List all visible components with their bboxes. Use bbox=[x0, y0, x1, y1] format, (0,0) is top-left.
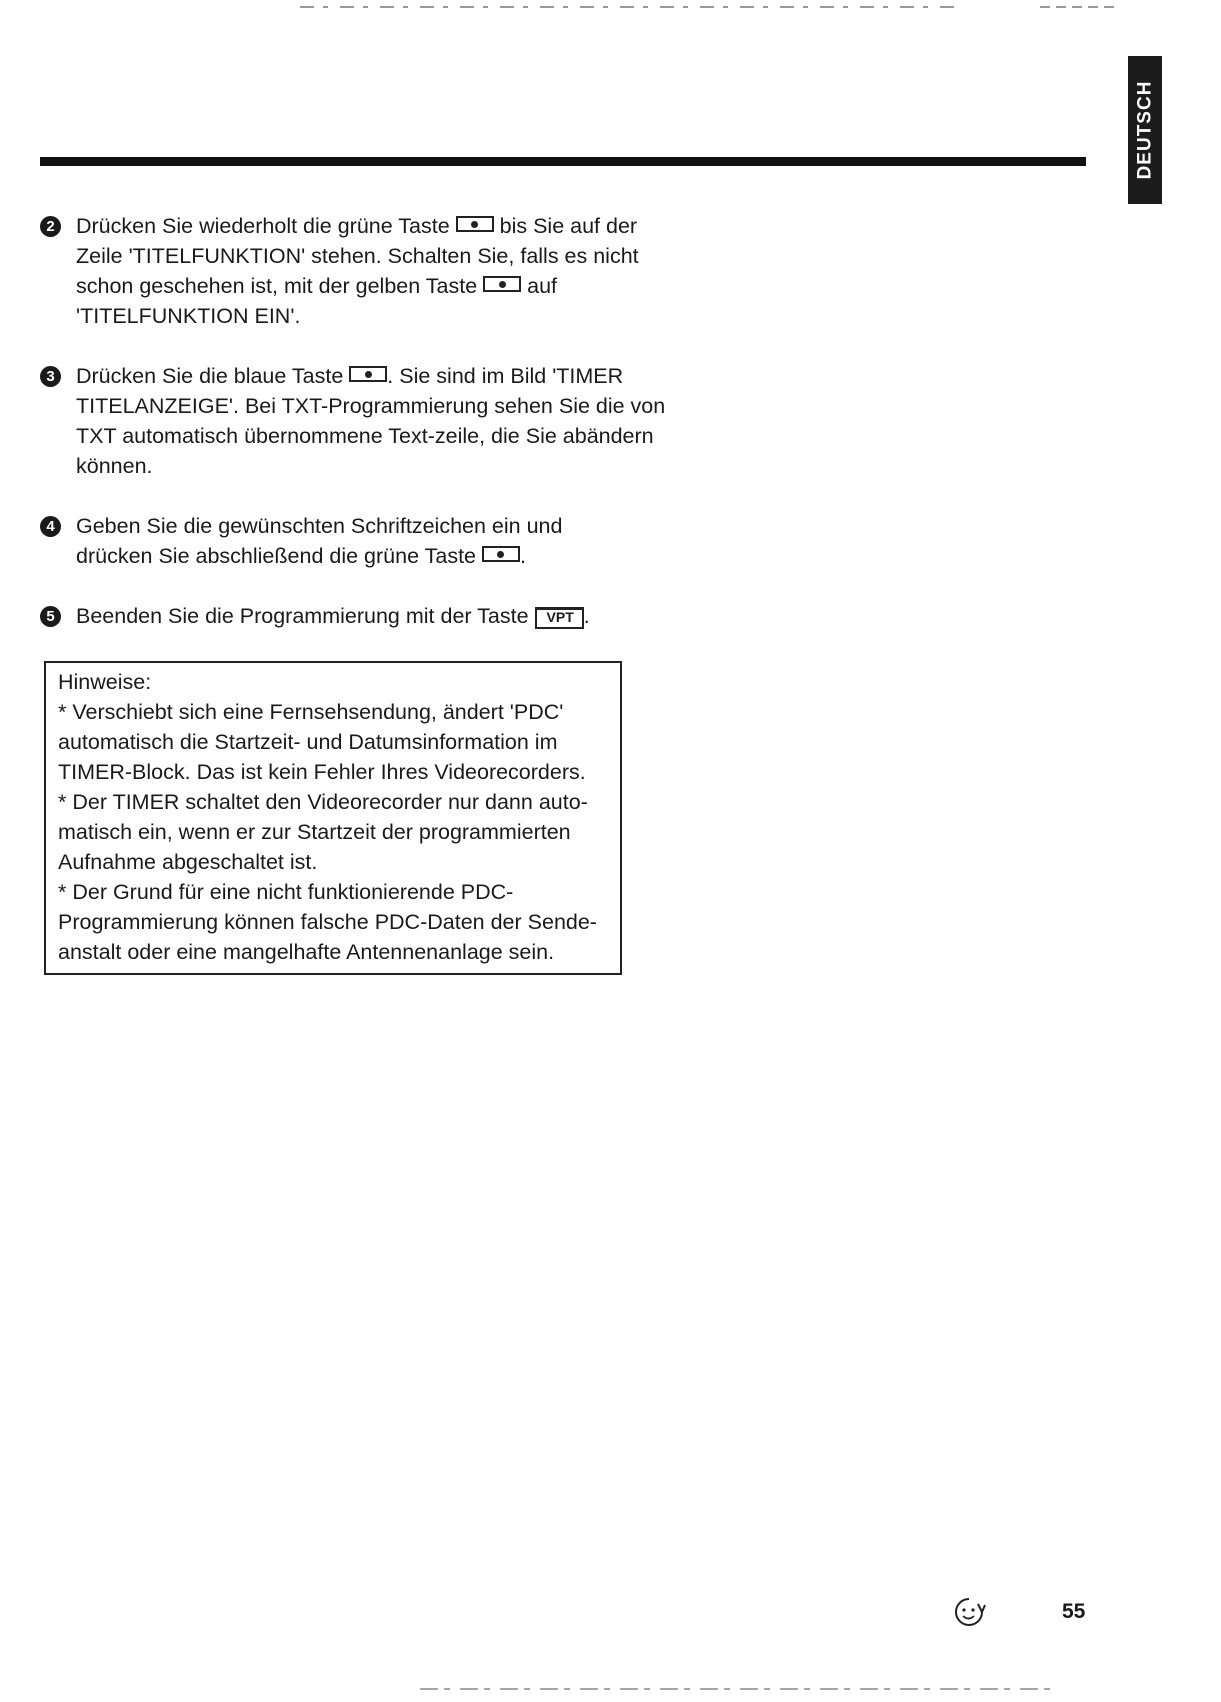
step-4 bbox=[40, 511, 636, 571]
green-button-icon bbox=[482, 546, 520, 562]
vpt-button-icon: VPT bbox=[535, 607, 584, 629]
instruction-steps bbox=[40, 211, 666, 631]
blue-button-icon bbox=[349, 366, 387, 382]
step-2 bbox=[40, 211, 660, 331]
language-tab bbox=[1128, 56, 1162, 204]
step-5 bbox=[40, 601, 676, 631]
page-number: 55 bbox=[1062, 1600, 1086, 1623]
note-item: * Der Grund für eine nicht funktionierende PDC-Programmierung können falsche PDC-Daten der Sende-anstalt oder eine mangelhafte Antennenanlage sein. bbox=[58, 880, 597, 964]
scan-artifact-top bbox=[0, 4, 1221, 10]
step-text: . Sie sind im Bild 'TIMER TITELANZEIGE'. Bei TXT-Programmierung sehen Sie die von TXT automatisch übernommene Text-zeile, die Sie abändern können. bbox=[76, 364, 666, 478]
step-text: auf 'TITELFUNKTION EIN'. bbox=[76, 274, 558, 328]
scan-artifact-bottom bbox=[0, 1686, 1221, 1692]
step-number: 4 bbox=[40, 516, 61, 537]
notes-box bbox=[44, 661, 622, 975]
step-text: Beenden Sie die Programmierung mit der Taste bbox=[76, 604, 535, 628]
notes-heading: Hinweise: bbox=[58, 670, 152, 694]
note-item: * Verschiebt sich eine Fernsehsendung, ändert 'PDC' automatisch die Startzeit- und Datumsinformation im TIMER-Block. Das ist kein Fehler Ihres Videorecorders. bbox=[58, 700, 586, 784]
step-text: Drücken Sie die blaue Taste bbox=[76, 364, 350, 388]
language-tab-label: DEUTSCH bbox=[1134, 80, 1155, 180]
step-text: . bbox=[583, 604, 590, 628]
step-text: Drücken Sie wiederholt die grüne Taste bbox=[76, 214, 456, 238]
step-number: 2 bbox=[40, 216, 61, 237]
yellow-button-icon bbox=[483, 276, 521, 292]
green-button-icon bbox=[456, 216, 494, 232]
note-item: * Der TIMER schaltet den Videorecorder nur dann auto-matisch ein, wenn er zur Startzeit der programmierten Aufnahme abgeschaltet ist. bbox=[58, 790, 588, 874]
recycling-face-icon bbox=[952, 1596, 986, 1628]
step-number: 3 bbox=[40, 366, 61, 387]
step-text: . bbox=[519, 544, 526, 568]
step-text: bis Sie auf der Zeile 'TITELFUNKTION' stehen. Schalten Sie, falls es nicht schon geschehen ist, mit der gelben Taste bbox=[76, 214, 639, 298]
step-text: Geben Sie die gewünschten Schriftzeichen ein und drücken Sie abschließend die grüne Taste bbox=[76, 514, 563, 568]
step-3 bbox=[40, 361, 666, 481]
step-number: 5 bbox=[40, 606, 61, 627]
header-rule bbox=[40, 157, 1086, 166]
